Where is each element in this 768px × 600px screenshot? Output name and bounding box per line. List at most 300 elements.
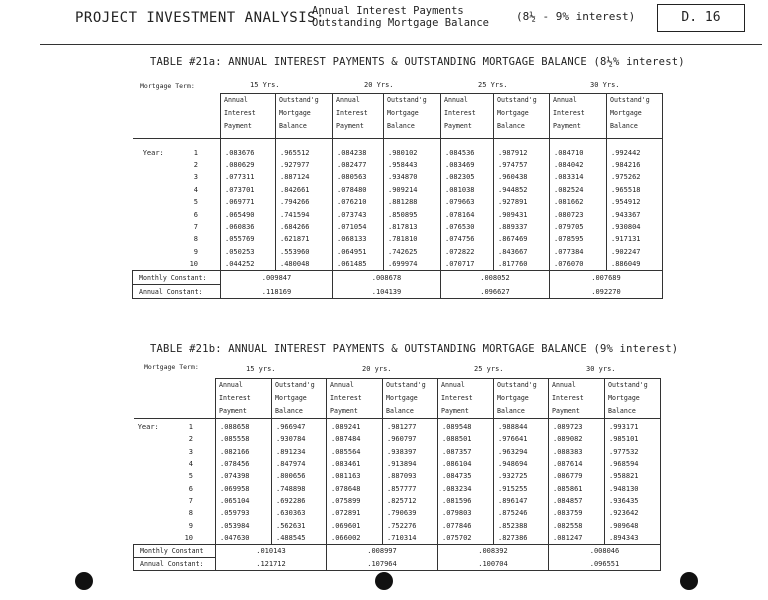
- year-number: 1: [193, 148, 198, 157]
- interest-payment-cell: .084735: [438, 470, 494, 482]
- annual-constant-row: [133, 285, 663, 299]
- interest-payment-cell: .083759: [549, 507, 605, 519]
- interest-payment-cell: .070717: [441, 258, 494, 271]
- table-row: [134, 532, 661, 545]
- year-number: 10: [189, 260, 198, 269]
- header-line: Payment: [336, 122, 364, 130]
- monthly-constant-value: .008052: [441, 271, 550, 285]
- interest-payment-cell: .082305: [441, 171, 494, 183]
- mortgage-balance-cell: .913894: [383, 458, 438, 470]
- annual-constant-label: Annual Constant:: [133, 285, 221, 299]
- monthly-constant-value: .009847: [221, 271, 333, 285]
- interest-payment-cell: .089723: [549, 419, 605, 434]
- mortgage-balance-cell: .965518: [607, 184, 663, 196]
- header-line: Balance: [610, 122, 638, 130]
- year-label-cell: [134, 507, 216, 519]
- table-row: [134, 519, 661, 531]
- header-line: Balance: [386, 407, 414, 415]
- header-line: Mortgage: [386, 394, 418, 402]
- interest-payment-cell: .079803: [438, 507, 494, 519]
- header-line: Annual: [336, 96, 360, 104]
- header-line: Mortgage: [387, 109, 419, 117]
- annual-interest-payment-header: [441, 94, 494, 139]
- header-line: Payment: [553, 122, 581, 130]
- interest-payment-cell: .047630: [216, 532, 272, 545]
- header-line: Outstand'g: [279, 96, 319, 104]
- year-label-cell: [134, 446, 216, 458]
- monthly-constant-label: Monthly Constant: [134, 544, 216, 557]
- interest-payment-cell: .078164: [441, 208, 494, 220]
- mortgage-balance-cell: .790639: [383, 507, 438, 519]
- annual-interest-payment-header: [438, 379, 494, 419]
- header-line: Annual: [441, 381, 465, 389]
- year-number: 10: [184, 533, 193, 542]
- table-row: [134, 458, 661, 470]
- mortgage-balance-cell: .987912: [494, 138, 550, 159]
- header-line: Interest: [224, 109, 256, 117]
- header-line: Payment: [441, 407, 469, 415]
- mortgage-balance-cell: .630363: [272, 507, 327, 519]
- interest-payment-cell: .085558: [216, 433, 272, 445]
- header-line: Balance: [608, 407, 636, 415]
- outstanding-mortgage-balance-header: [607, 94, 663, 139]
- page-title: PROJECT INVESTMENT ANALYSIS:: [75, 10, 326, 26]
- interest-payment-cell: .080723: [550, 208, 607, 220]
- interest-payment-cell: .082166: [216, 446, 272, 458]
- mortgage-balance-cell: .889337: [494, 221, 550, 233]
- mortgage-balance-cell: .976641: [494, 433, 549, 445]
- table-b-term-30: 30 yrs.: [586, 365, 616, 373]
- annual-constant-value: .104139: [333, 285, 441, 299]
- interest-payment-cell: .066002: [327, 532, 383, 545]
- mortgage-balance-cell: .817760: [494, 258, 550, 271]
- header-line: Outstand'g: [610, 96, 650, 104]
- interest-payment-cell: .061485: [333, 258, 384, 271]
- mortgage-balance-cell: .850895: [384, 208, 441, 220]
- interest-payment-cell: .084710: [550, 138, 607, 159]
- mortgage-balance-cell: .909648: [605, 519, 661, 531]
- mortgage-balance-cell: .948694: [494, 458, 549, 470]
- year-number: 2: [193, 161, 198, 170]
- mortgage-balance-cell: .742625: [384, 246, 441, 258]
- header-row: [134, 379, 661, 419]
- mortgage-balance-cell: .621871: [276, 233, 333, 245]
- year-number: 9: [193, 247, 198, 256]
- table-a-term-20: 20 Yrs.: [364, 81, 394, 89]
- header-line: Outstand'g: [497, 381, 537, 389]
- mortgage-balance-cell: .741594: [276, 208, 333, 220]
- annual-constant-value: .092270: [550, 285, 663, 299]
- year-label-cell: [133, 233, 221, 245]
- mortgage-balance-cell: .977532: [605, 446, 661, 458]
- interest-payment-cell: .065104: [216, 495, 272, 507]
- table-a-title: TABLE #21a: ANNUAL INTEREST PAYMENTS & OUTSTANDING MORTGAGE BALANCE (8½% interest): [150, 56, 685, 68]
- header-line: Balance: [275, 407, 303, 415]
- year-number: 6: [193, 210, 198, 219]
- annual-constant-value: .096551: [549, 557, 661, 570]
- interest-payment-cell: .089241: [327, 419, 383, 434]
- table-b-term-15: 15 yrs.: [246, 365, 276, 373]
- mortgage-balance-cell: .943367: [607, 208, 663, 220]
- mortgage-balance-cell: .752276: [383, 519, 438, 531]
- mortgage-balance-cell: .966947: [272, 419, 327, 434]
- interest-range: (8½ - 9% interest): [516, 10, 636, 23]
- table-b-title: TABLE #21b: ANNUAL INTEREST PAYMENTS & OUTSTANDING MORTGAGE BALANCE (9% interest): [150, 343, 679, 355]
- mortgage-balance-cell: .896147: [494, 495, 549, 507]
- header-line: Payment: [330, 407, 358, 415]
- year-label-cell: [134, 482, 216, 494]
- year-label-cell: [134, 519, 216, 531]
- annual-interest-payment-header: [550, 94, 607, 139]
- interest-payment-cell: .069958: [216, 482, 272, 494]
- interest-payment-cell: .080563: [333, 171, 384, 183]
- mortgage-balance-cell: .748898: [272, 482, 327, 494]
- mortgage-balance-cell: .842661: [276, 184, 333, 196]
- mortgage-balance-cell: .710314: [383, 532, 438, 545]
- mortgage-balance-cell: .944852: [494, 184, 550, 196]
- mortgage-balance-cell: .958821: [605, 470, 661, 482]
- mortgage-balance-cell: .960438: [494, 171, 550, 183]
- interest-payment-cell: .084238: [333, 138, 384, 159]
- year-number: 6: [188, 484, 193, 493]
- binder-hole-left: [75, 572, 93, 590]
- table-b-term-label: Mortgage Term:: [144, 363, 199, 371]
- interest-payment-cell: .087614: [549, 458, 605, 470]
- year-label-cell: [134, 495, 216, 507]
- year-label-cell: [133, 208, 221, 220]
- mortgage-balance-cell: .781810: [384, 233, 441, 245]
- mortgage-balance-cell: .684266: [276, 221, 333, 233]
- outstanding-mortgage-balance-header: [384, 94, 441, 139]
- interest-payment-cell: .083234: [438, 482, 494, 494]
- monthly-constant-value: .008678: [333, 271, 441, 285]
- year-label: Year:: [137, 423, 159, 432]
- header-line: Balance: [387, 122, 415, 130]
- outstanding-mortgage-balance-header: [494, 379, 549, 419]
- header-line: Balance: [497, 122, 525, 130]
- year-number: 1: [188, 423, 193, 432]
- header-line: Payment: [224, 122, 252, 130]
- year-number: 7: [193, 223, 198, 232]
- mortgage-balance-cell: .984216: [607, 159, 663, 171]
- year-label-cell: [134, 470, 216, 482]
- header-line: Annual: [444, 96, 468, 104]
- interest-payment-cell: .086779: [549, 470, 605, 482]
- interest-payment-cell: .084536: [441, 138, 494, 159]
- mortgage-balance-cell: .562631: [272, 519, 327, 531]
- header-line: Interest: [553, 109, 585, 117]
- mortgage-balance-cell: .553960: [276, 246, 333, 258]
- corner-cell: [134, 379, 216, 419]
- year-label-cell: [133, 258, 221, 271]
- interest-payment-cell: .085861: [549, 482, 605, 494]
- header-rule: [40, 44, 762, 45]
- header-line: Outstand'g: [497, 96, 537, 104]
- year-label: Year:: [142, 148, 164, 157]
- interest-payment-cell: .069771: [221, 196, 276, 208]
- mortgage-balance-cell: .974757: [494, 159, 550, 171]
- interest-payment-cell: .088658: [216, 419, 272, 434]
- mortgage-balance-cell: .954912: [607, 196, 663, 208]
- annual-constant-value: .096627: [441, 285, 550, 299]
- header-line: Mortgage: [608, 394, 640, 402]
- mortgage-balance-cell: .887093: [383, 470, 438, 482]
- mortgage-balance-cell: .902247: [607, 246, 663, 258]
- interest-payment-cell: .083314: [550, 171, 607, 183]
- interest-payment-cell: .053984: [216, 519, 272, 531]
- header-line: Outstand'g: [386, 381, 426, 389]
- interest-payment-cell: .075899: [327, 495, 383, 507]
- interest-payment-cell: .073743: [333, 208, 384, 220]
- interest-payment-cell: .077311: [221, 171, 276, 183]
- table-row: [134, 433, 661, 445]
- interest-payment-cell: .082558: [549, 519, 605, 531]
- interest-payment-cell: .059793: [216, 507, 272, 519]
- subtitle-line-2: Outstanding Mortgage Balance: [312, 17, 490, 29]
- header-line: Mortgage: [497, 394, 529, 402]
- mortgage-balance-cell: .958443: [384, 159, 441, 171]
- table-row: [133, 184, 663, 196]
- header-line: Payment: [552, 407, 580, 415]
- mortgage-balance-cell: .930804: [607, 221, 663, 233]
- year-number: 5: [188, 472, 193, 481]
- interest-payment-cell: .060836: [221, 221, 276, 233]
- interest-payment-cell: .084857: [549, 495, 605, 507]
- outstanding-mortgage-balance-header: [383, 379, 438, 419]
- interest-payment-cell: .078456: [216, 458, 272, 470]
- table-row: [133, 138, 663, 159]
- annual-constant-label: Annual Constant:: [134, 557, 216, 570]
- annual-interest-payment-header: [216, 379, 272, 419]
- mortgage-balance-cell: .881288: [384, 196, 441, 208]
- monthly-constant-row: [134, 544, 661, 557]
- year-number: 4: [193, 185, 198, 194]
- table-a-term-25: 25 Yrs.: [478, 81, 508, 89]
- interest-payment-cell: .082524: [550, 184, 607, 196]
- interest-payment-cell: .071054: [333, 221, 384, 233]
- interest-payment-cell: .078648: [327, 482, 383, 494]
- header-line: Mortgage: [497, 109, 529, 117]
- mortgage-balance-cell: .968594: [605, 458, 661, 470]
- interest-payment-cell: .087484: [327, 433, 383, 445]
- mortgage-balance-cell: .825712: [383, 495, 438, 507]
- header-row: [133, 94, 663, 139]
- table-b-term-25: 25 yrs.: [474, 365, 504, 373]
- interest-payment-cell: .079663: [441, 196, 494, 208]
- interest-payment-cell: .081247: [549, 532, 605, 545]
- page-subtitle: [312, 5, 489, 29]
- year-label-cell: [134, 532, 216, 545]
- table-a: [132, 93, 663, 299]
- mortgage-balance-cell: .963294: [494, 446, 549, 458]
- interest-payment-cell: .084042: [550, 159, 607, 171]
- header-line: Mortgage: [275, 394, 307, 402]
- header-line: Annual: [552, 381, 576, 389]
- interest-payment-cell: .076210: [333, 196, 384, 208]
- table-row: [133, 171, 663, 183]
- interest-payment-cell: .079705: [550, 221, 607, 233]
- mortgage-balance-cell: .843667: [494, 246, 550, 258]
- header-line: Payment: [444, 122, 472, 130]
- mortgage-balance-cell: .480048: [276, 258, 333, 271]
- interest-payment-cell: .080629: [221, 159, 276, 171]
- year-number: 3: [188, 447, 193, 456]
- annual-constant-value: .118169: [221, 285, 333, 299]
- header-line: Interest: [444, 109, 476, 117]
- year-number: 5: [193, 198, 198, 207]
- mortgage-balance-cell: .887124: [276, 171, 333, 183]
- mortgage-balance-cell: .699974: [384, 258, 441, 271]
- interest-payment-cell: .083461: [327, 458, 383, 470]
- outstanding-mortgage-balance-header: [605, 379, 661, 419]
- table-row: [133, 196, 663, 208]
- interest-payment-cell: .050253: [221, 246, 276, 258]
- mortgage-balance-cell: .932725: [494, 470, 549, 482]
- mortgage-balance-cell: .915255: [494, 482, 549, 494]
- header-line: Interest: [336, 109, 368, 117]
- mortgage-balance-cell: .960797: [383, 433, 438, 445]
- header-line: Outstand'g: [275, 381, 315, 389]
- interest-payment-cell: .064951: [333, 246, 384, 258]
- interest-payment-cell: .055769: [221, 233, 276, 245]
- annual-interest-payment-header: [327, 379, 383, 419]
- mortgage-balance-cell: .981277: [383, 419, 438, 434]
- interest-payment-cell: .044252: [221, 258, 276, 271]
- table-a-term-30: 30 Yrs.: [590, 81, 620, 89]
- mortgage-balance-cell: .488545: [272, 532, 327, 545]
- interest-payment-cell: .081038: [441, 184, 494, 196]
- mortgage-balance-cell: .927977: [276, 159, 333, 171]
- header-line: Annual: [330, 381, 354, 389]
- mortgage-balance-cell: .867469: [494, 233, 550, 245]
- table-row: [134, 495, 661, 507]
- binder-hole-right: [680, 572, 698, 590]
- mortgage-balance-cell: .827386: [494, 532, 549, 545]
- interest-payment-cell: .081596: [438, 495, 494, 507]
- table-row: [134, 446, 661, 458]
- table-row: [133, 221, 663, 233]
- year-label-cell: [133, 138, 221, 159]
- annual-constant-row: [134, 557, 661, 570]
- outstanding-mortgage-balance-header: [272, 379, 327, 419]
- year-number: 4: [188, 460, 193, 469]
- interest-payment-cell: .089082: [549, 433, 605, 445]
- monthly-constant-value: .010143: [216, 544, 327, 557]
- mortgage-balance-cell: .817813: [384, 221, 441, 233]
- interest-payment-cell: .069601: [327, 519, 383, 531]
- header-line: Outstand'g: [387, 96, 427, 104]
- mortgage-balance-cell: .692286: [272, 495, 327, 507]
- table-row: [134, 507, 661, 519]
- year-label-cell: [134, 458, 216, 470]
- annual-interest-payment-header: [221, 94, 276, 139]
- interest-payment-cell: .074756: [441, 233, 494, 245]
- subtitle-line-1: Annual Interest Payments: [312, 5, 464, 17]
- header-line: Interest: [441, 394, 473, 402]
- interest-payment-cell: .081662: [550, 196, 607, 208]
- mortgage-balance-cell: .891234: [272, 446, 327, 458]
- year-number: 8: [193, 235, 198, 244]
- interest-payment-cell: .077846: [438, 519, 494, 531]
- mortgage-balance-cell: .847974: [272, 458, 327, 470]
- annual-constant-value: .107964: [327, 557, 438, 570]
- interest-payment-cell: .087357: [438, 446, 494, 458]
- mortgage-balance-cell: .988844: [494, 419, 549, 434]
- monthly-constant-value: .007689: [550, 271, 663, 285]
- interest-payment-cell: .089548: [438, 419, 494, 434]
- interest-payment-cell: .075702: [438, 532, 494, 545]
- header-line: Annual: [553, 96, 577, 104]
- header-line: Interest: [330, 394, 362, 402]
- mortgage-balance-cell: .923642: [605, 507, 661, 519]
- year-number: 2: [188, 435, 193, 444]
- binder-hole-center: [375, 572, 393, 590]
- interest-payment-cell: .078595: [550, 233, 607, 245]
- table-row: [133, 208, 663, 220]
- mortgage-balance-cell: .930784: [272, 433, 327, 445]
- mortgage-balance-cell: .909431: [494, 208, 550, 220]
- monthly-constant-value: .008046: [549, 544, 661, 557]
- year-label-cell: [133, 246, 221, 258]
- year-label-cell: [133, 159, 221, 171]
- mortgage-balance-cell: .909214: [384, 184, 441, 196]
- interest-payment-cell: .082477: [333, 159, 384, 171]
- outstanding-mortgage-balance-header: [276, 94, 333, 139]
- year-number: 3: [193, 173, 198, 182]
- year-number: 9: [188, 521, 193, 530]
- header-line: Annual: [224, 96, 248, 104]
- interest-payment-cell: .065490: [221, 208, 276, 220]
- interest-payment-cell: .076070: [550, 258, 607, 271]
- table-b-term-20: 20 yrs.: [362, 365, 392, 373]
- table-row: [133, 246, 663, 258]
- table-b: [133, 378, 661, 571]
- table-row: [133, 159, 663, 171]
- annual-constant-value: .121712: [216, 557, 327, 570]
- header-line: Mortgage: [610, 109, 642, 117]
- interest-payment-cell: .076530: [441, 221, 494, 233]
- year-number: 8: [188, 509, 193, 518]
- interest-payment-cell: .081163: [327, 470, 383, 482]
- mortgage-balance-cell: .993171: [605, 419, 661, 434]
- mortgage-balance-cell: .975262: [607, 171, 663, 183]
- monthly-constant-row: [133, 271, 663, 285]
- header-line: Interest: [219, 394, 251, 402]
- mortgage-balance-cell: .875246: [494, 507, 549, 519]
- interest-payment-cell: .083676: [221, 138, 276, 159]
- interest-payment-cell: .088383: [549, 446, 605, 458]
- year-label-cell: [134, 419, 216, 434]
- year-label-cell: [133, 221, 221, 233]
- interest-payment-cell: .088501: [438, 433, 494, 445]
- interest-payment-cell: .072822: [441, 246, 494, 258]
- monthly-constant-label: Monthly Constant:: [133, 271, 221, 285]
- year-number: 7: [188, 496, 193, 505]
- header-line: Balance: [279, 122, 307, 130]
- year-label-cell: [134, 433, 216, 445]
- header-line: Balance: [497, 407, 525, 415]
- mortgage-balance-cell: .852388: [494, 519, 549, 531]
- mortgage-balance-cell: .927891: [494, 196, 550, 208]
- interest-payment-cell: .077384: [550, 246, 607, 258]
- mortgage-balance-cell: .800656: [272, 470, 327, 482]
- outstanding-mortgage-balance-header: [494, 94, 550, 139]
- mortgage-balance-cell: .857777: [383, 482, 438, 494]
- interest-payment-cell: .068133: [333, 233, 384, 245]
- corner-cell: [133, 94, 221, 139]
- table-a-term-label: Mortgage Term:: [140, 82, 195, 90]
- header-line: Annual: [219, 381, 243, 389]
